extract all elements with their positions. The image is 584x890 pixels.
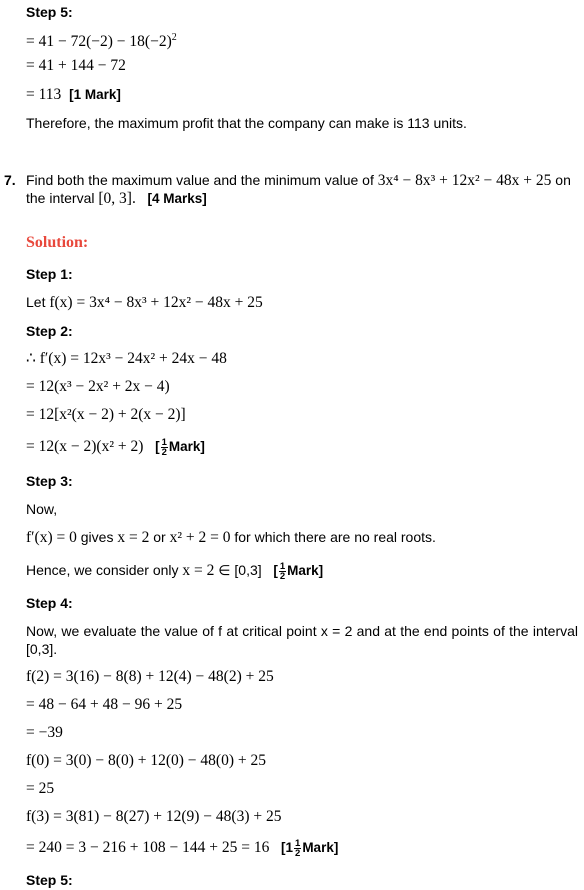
step-3-text: f′(x) = 0 gives x = 2 or x² + 2 = 0 for which there are no real roots. <box>26 529 436 546</box>
question-text-line1: Find both the maximum value and the minimum value of 3x⁴ − 8x³ + 12x² − 48x + 25 on <box>26 172 571 189</box>
step-3-now: Now, <box>26 501 58 517</box>
question-text-line2: the interval [0, 3]. [4 Marks] <box>26 190 207 207</box>
step-3-conclusion: Hence, we consider only x = 2 ∈ [0,3] [ $\frac{1}{2}$ Mark] <box>26 560 324 582</box>
equation-line: = 240 = 3 − 216 + 108 − 144 + 25 = 16 [1 $\frac{1}{2}$ Mark] <box>26 837 339 859</box>
step-1-text: Let f(x) = 3x⁴ − 8x³ + 12x² − 48x + 25 <box>26 294 263 311</box>
half-fraction: $\frac{1}{2}$ <box>295 837 301 859</box>
question-number: 7. <box>4 172 16 188</box>
step-5-label: Step 5: <box>26 4 73 20</box>
mark-badge: [1 Mark] <box>69 87 121 102</box>
step-4-label: Step 4: <box>26 595 73 611</box>
equation-line: = 41 + 144 − 72 <box>26 57 126 74</box>
step-5-label: Step 5: <box>26 872 73 888</box>
equation-line: f(3) = 3(81) − 8(27) + 12(9) − 48(3) + 25 <box>26 808 282 825</box>
half-fraction: $\frac{1}{2}$ <box>161 436 167 458</box>
equation-line: = $41 - 72(-2) - 18(-2)^2$ <box>26 32 177 51</box>
equation-line: = −39 <box>26 724 63 741</box>
equation-line: = 113 [1 Mark] <box>26 86 121 103</box>
solution-heading: Solution: <box>26 234 89 251</box>
equation-line: f(0) = 3(0) − 8(0) + 12(0) − 48(0) + 25 <box>26 752 266 769</box>
equation-line: = 12(x − 2)(x² + 2) [ $\frac{1}{2}$ Mark] <box>26 436 205 458</box>
equation-line: = 12[x²(x − 2) + 2(x − 2)] <box>26 406 186 423</box>
mark-badge: [4 Marks] <box>147 191 207 206</box>
equation-line: = 25 <box>26 780 55 797</box>
step-4-paragraph: Now, we evaluate the value of f at critical point x = 2 and at the end points of the interval [0,3]. <box>26 623 578 657</box>
equation-line: ∴ f′(x) = 12x³ − 24x² + 24x − 48 <box>26 350 227 367</box>
equation-line: = 12(x³ − 2x² + 2x − 4) <box>26 378 170 395</box>
equation-line: f(2) = 3(16) − 8(8) + 12(4) − 48(2) + 25 <box>26 668 274 685</box>
equation-line: = 48 − 64 + 48 − 96 + 25 <box>26 696 183 713</box>
conclusion-text: Therefore, the maximum profit that the company can make is 113 units. <box>26 115 467 131</box>
half-fraction: $\frac{1}{2}$ <box>279 560 286 582</box>
step-2-label: Step 2: <box>26 323 73 339</box>
step-3-label: Step 3: <box>26 473 73 489</box>
step-1-label: Step 1: <box>26 266 73 282</box>
